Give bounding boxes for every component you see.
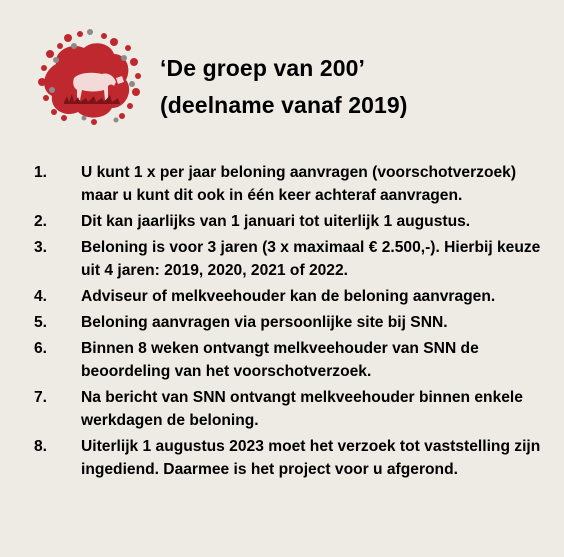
list-item (34, 161, 544, 207)
list-item-text: Binnen 8 weken ontvangt melkveehouder van SNN de beoordeling van het voorschotverzoek. (81, 340, 479, 380)
list-item (34, 337, 544, 383)
list-item-number: 5. (34, 314, 48, 331)
list-item-number: 1. (34, 164, 48, 181)
list-item (34, 311, 544, 334)
list-item (34, 435, 544, 481)
list-item-text: Dit kan jaarlijks van 1 januari tot uiterlijk 1 augustus. (81, 213, 471, 230)
title-line-2: (deelname vanaf 2019) (160, 92, 408, 118)
list-item-number: 3. (34, 239, 48, 256)
list-item (34, 386, 544, 432)
list-item-text: Beloning is voor 3 jaren (3 x maximaal € 2.500,-). Hierbij keuze uit 4 jaren: 2019, 2020, 2021 of 2022. (81, 239, 541, 279)
list-item-text: Adviseur of melkveehouder kan de beloning aanvragen. (81, 288, 496, 305)
list-item-text: Na bericht van SNN ontvangt melkveehouder binnen enkele werkdagen de beloning. (81, 389, 523, 429)
list-item-number: 7. (34, 389, 48, 406)
list-item-number: 6. (34, 340, 48, 357)
list-item (34, 210, 544, 233)
page-title (160, 50, 408, 124)
list-item-text: U kunt 1 x per jaar beloning aanvragen (voorschotverzoek) maar u kunt dit ook in één keer achteraf aanvragen. (81, 164, 517, 204)
title-line-1: ‘De groep van 200’ (160, 55, 366, 81)
list-item-text: Uiterlijk 1 augustus 2023 moet het verzoek tot vaststelling zijn ingediend. Daarmee is het project voor u afgerond. (81, 438, 541, 478)
list-item-number: 8. (34, 438, 48, 455)
cow-splash-logo-icon (34, 28, 142, 126)
list-item-number: 4. (34, 288, 48, 305)
list-item-number: 2. (34, 213, 48, 230)
list-item-text: Beloning aanvragen via persoonlijke site bij SNN. (81, 314, 448, 331)
steps-list (34, 161, 544, 484)
list-item (34, 285, 544, 308)
list-item (34, 236, 544, 282)
